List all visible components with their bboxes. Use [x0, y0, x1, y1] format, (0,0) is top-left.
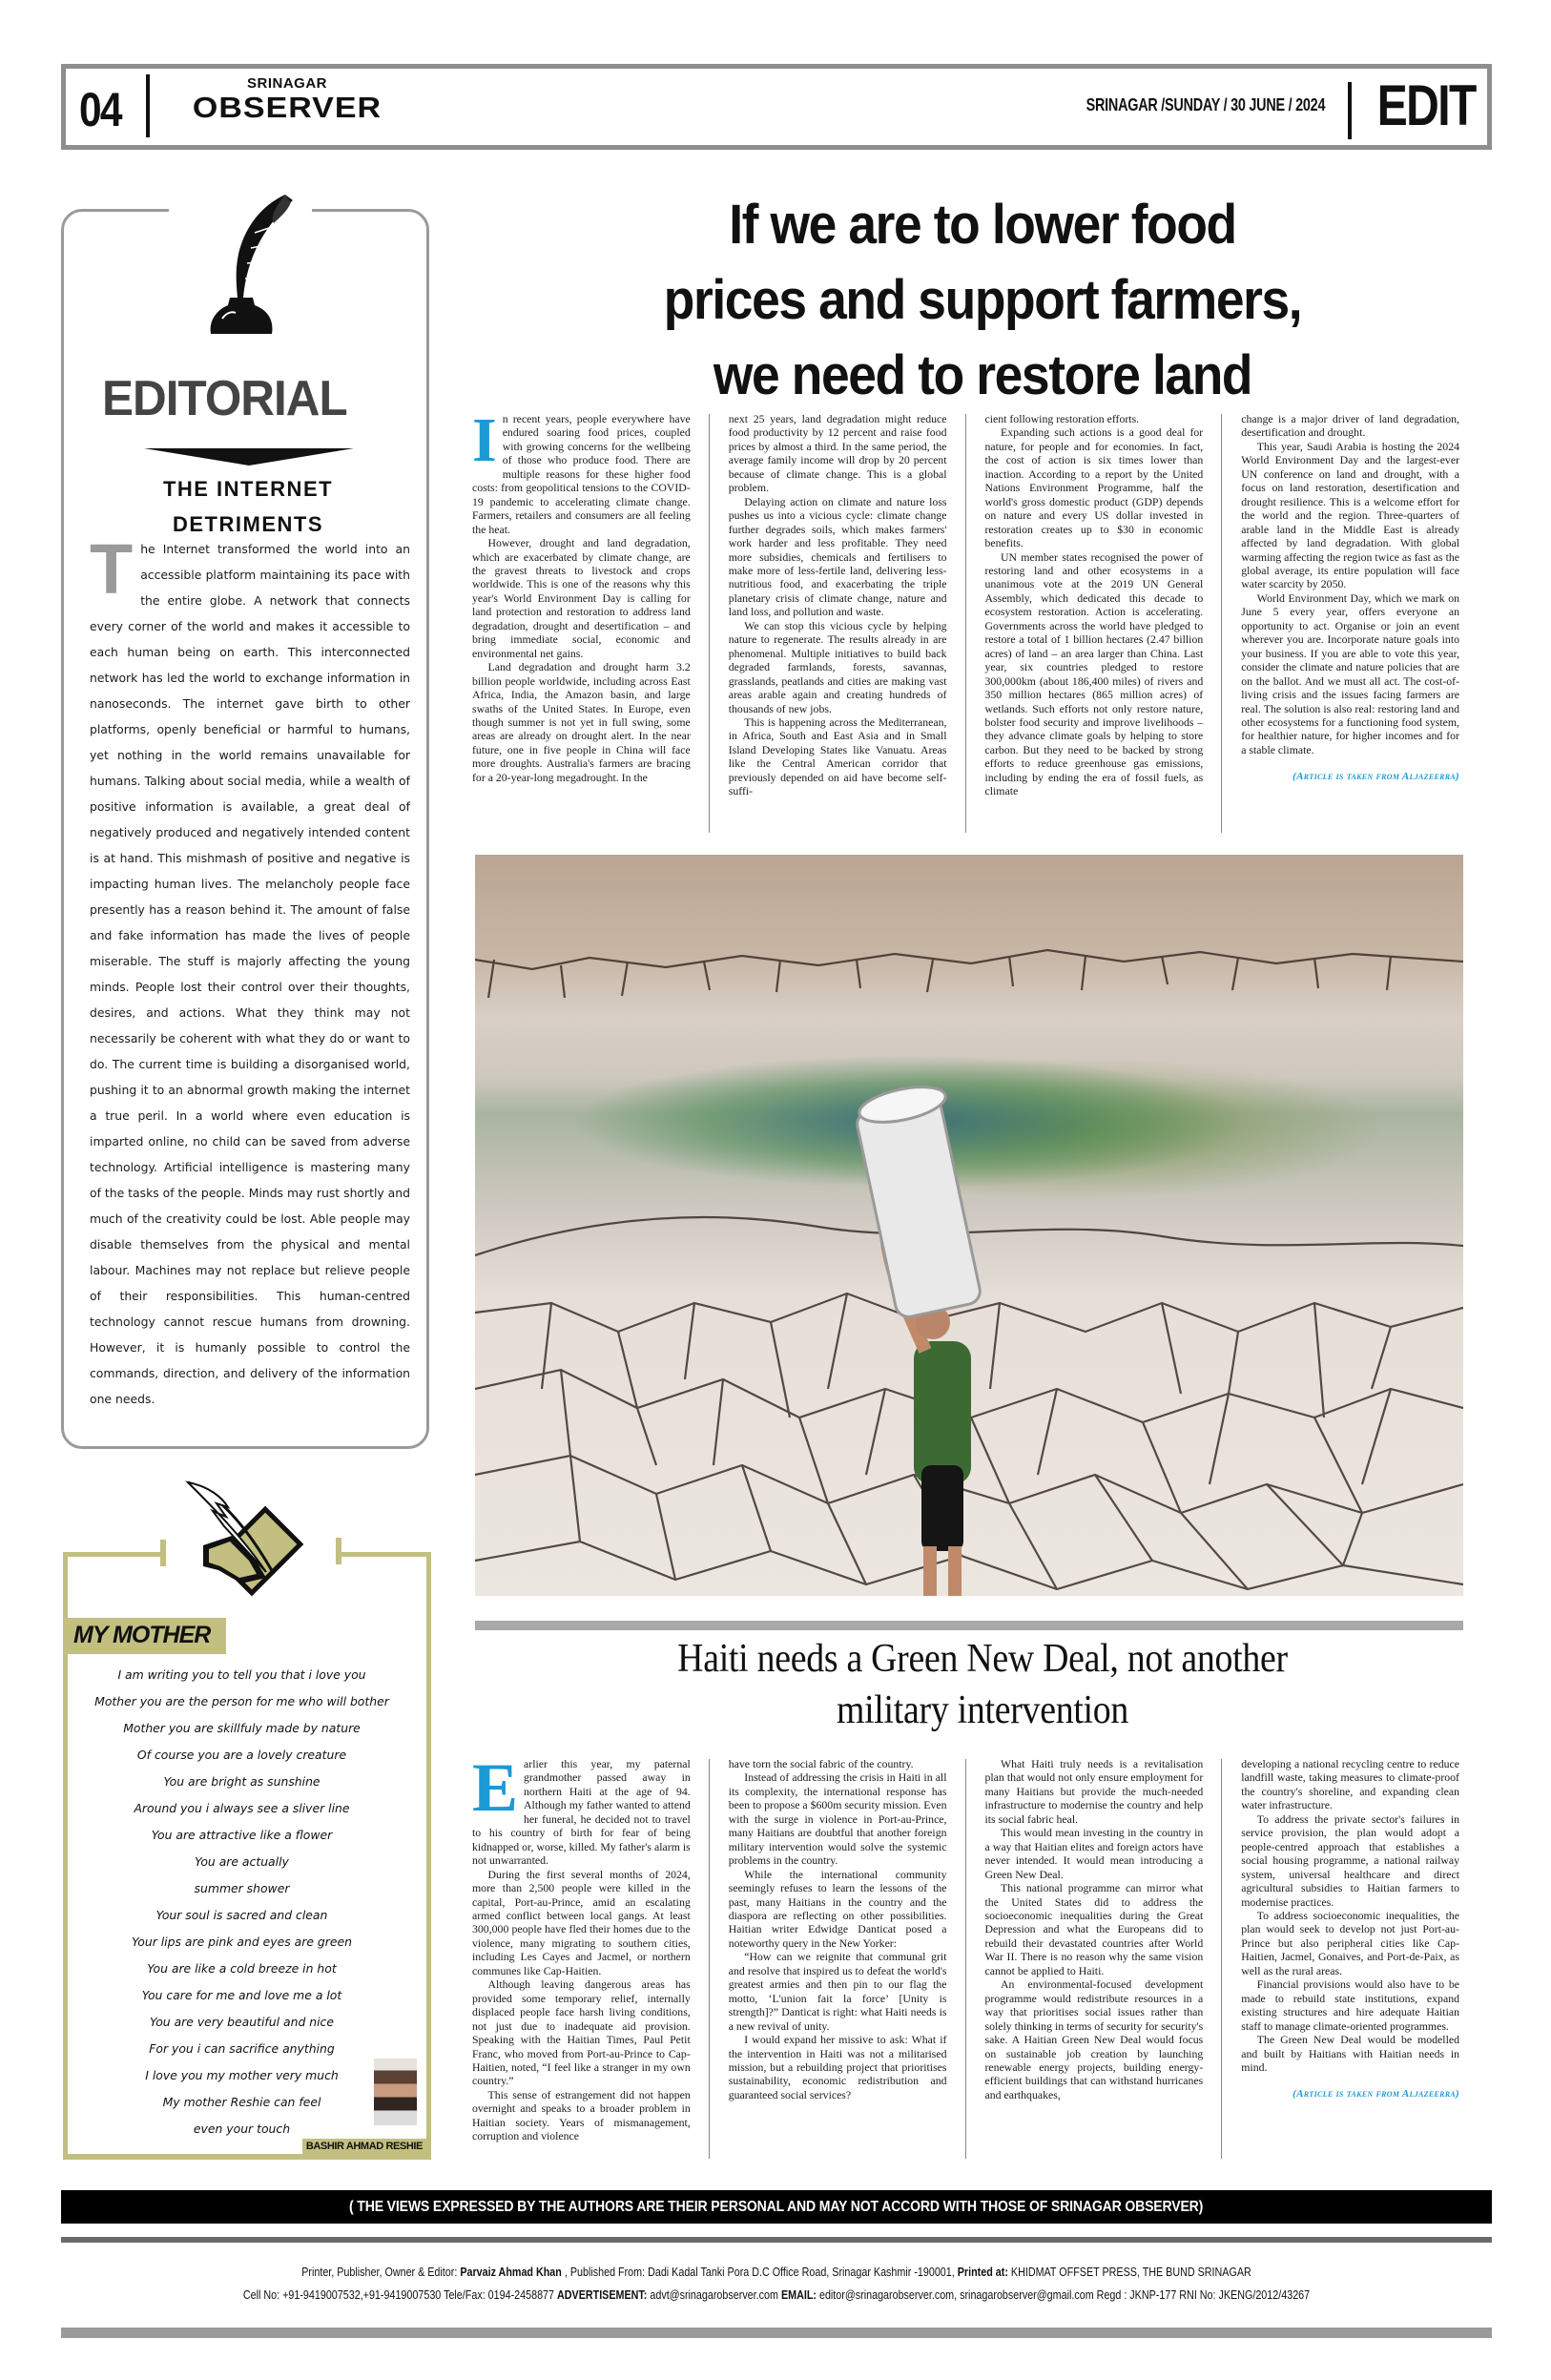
footer-rule-top [61, 2237, 1492, 2243]
editorial-text: he Internet transformed the world into an accessible platform maintaining its pace with the entire globe. A network that connects every corner of the world and makes it accessible to each human being on earth. This interconnected network has led the world to exchange information in nanoseconds. The internet gave birth to other platforms, openly beneficial or harmful to humans, yet nothing in the world remains unavailable for humans. Talking about social media, while a wealth of positive information is available, a great deal of negatively produced and negatively intended content is at hand. This mishmash of positive and negative is impacting human lives. The melancholy people face presently has a reason behind it. The amount of false and fake information has made the lives of people miserable. The stuff is majorly affecting the young minds. People lost their control over their thoughts, desires, and actions. What they think may not necessarily be coherent with what they do or want to do. The current time is building a disorganised world, pushing it to an abnormal growth making the internet a true peril. In a world where even education is imparted online, no child can be saved from adverse technology. Artificial intelligence is mastering many of the tasks of the people. Minds may rust shortly and much of the creativity could be lost. Able people may disable themselves from the physical and mental labour. Machines may not replace but relieve people of their responsibilities. This human-centred technology cannot rescue humans from drowning. However, it is humanly possible to control the commands, direction, and delivery of the information one needs. [90, 542, 410, 1406]
poem-lines [77, 1662, 406, 2142]
article-column: I n recent years, people everywhere have endured soaring food prices, coupled with growing concerns for the wellbeing of those who produce food. There are multiple reasons for these higher food costs: from geopolitical tensions to the COVID-19 pandemic to accelerating climate change. Farmers, retailers and consumers are all feeling the heat. However, drought and land degradation, which are exacerbated by climate change, are the gravest threats to livestock and crops worldwide. This is one of the reasons why this year's World Environment Day is calling for land protection and restoration to address land degradation, drought and desertification – and bring immediate social, economic and environmental net gains. Land degradation and drought harm 3.2 billion people worldwide, including across East Africa, India, the Amazon basin, and large swaths of the United States. In Europe, even though summer is not yet in full swing, some areas are already on drought alert. In the near future, one in five people in China will face more droughts. Australia's farmers are bracing for a 20-year-long megadrought. In the [472, 412, 691, 784]
poem-line: You are like a cold breeze in hot [147, 1961, 337, 1976]
masthead-divider [146, 74, 150, 137]
poem-line: You care for me and love me a lot [141, 1988, 342, 2002]
paper-name-small: SRINAGAR [246, 75, 327, 92]
poem-line: Of course you are a lovely creature [136, 1748, 347, 1762]
quill-inkwell-icon [197, 195, 302, 338]
poem-line: Mother you are the person for me who will bother [94, 1694, 389, 1708]
article-headline[interactable]: If we are to lower food prices and support farmers, we need to restore land [663, 194, 1302, 406]
cracked-earth-illustration [475, 855, 1463, 1596]
poem-line: You are bright as sunshine [163, 1774, 321, 1789]
article-column: What Haiti truly needs is a revitalisation plan that would not only ensure employment for many Haitians but provide the much-needed infrastructure to modernise the country and help its social fabric heal. This would mean investing in the country in a way that Haitian elites and foreign actors have never intended. It would mean introducing a Green New Deal. This national programme can mirror what the United States did to address the socioeconomic inequalities during the Great Depression and what the Europeans did to rebuild their devastated countries after World War II. There is no reason why the same vision cannot be applied to Haiti. An environmental-focused development programme would redistribute resources in a way that prioritises social issues rather than solely thinking in terms of security for security's sake. A Haitian Green New Deal would focus on sustainable job creation by launching renewable energy projects, building energy-efficient buildings that can withstand hurricanes and earthquakes, [985, 1757, 1204, 2163]
poem-line: I am writing you to tell you that i love you [117, 1667, 366, 1682]
article-columns [472, 1757, 1459, 2163]
editor-email-link[interactable]: editor@srinagarobserver.com, srinagarobserver@gmail.com Regd : JKNP-177 RNI No: JKENG/2012/43267 [818, 2288, 1311, 2302]
owner-name: Parvaiz Ahmad Khan [460, 2266, 562, 2279]
poem-line: even your touch [193, 2121, 291, 2136]
poem-line: Your lips are pink and eyes are green [132, 1935, 352, 1949]
editorial-box [61, 209, 429, 1449]
disclaimer-text: ( THE VIEWS EXPRESSED BY THE AUTHORS ARE THEIR PERSONAL AND MAY NOT ACCORD WITH THOSE OF SRINAGAR OBSERVER) [349, 2199, 1204, 2215]
page-number: 04 [79, 83, 121, 136]
poem-line: My mother Reshie can feel [162, 2095, 321, 2109]
masthead [61, 64, 1492, 150]
poem-line: Around you i always see a sliver line [134, 1801, 350, 1815]
poem-line: You are attractive like a flower [151, 1828, 333, 1842]
editorial-label: EDITORIAL [102, 371, 347, 426]
imprint-line-2: Cell No: +91-9419007532,+91-9419007530 Tele/Fax: 0194-2458877 ADVERTISEMENT: advt@srinagarobserver.com EMAIL: editor@srinagarobserver.com, srinagarobserver@gmail.com Regd : JKNP-177 RNI No: JKENG/2012/43267 [242, 2288, 1311, 2302]
source-credit[interactable]: (Article is taken from Aljazeerra) [1292, 771, 1459, 783]
down-arrow-banner-icon [144, 448, 354, 467]
article-column: E arlier this year, my paternal grandmother passed away in northern Haiti at the age of 94. Although my father wanted to attend her funeral, he decided not to travel to his country of birth for fear of being kidnapped or, worse, killed. My father's alarm is not unwarranted. During the first several months of 2024, more than 2,500 people were killed in the capital, Port-au-Prince, amid an escalating armed conflict between local gangs. At least 300,000 people have fled their homes due to the violence, many migrating to southern cities, including Les Cayes and Jacmel, or northern communes like Cap-Haitien. Although leaving dangerous areas has provided some temporary relief, internally displaced people face harsh living conditions, not just due to inadequate aid provision. Speaking with the Haitian Times, Paul Petit Franc, who moved from Port-au-Prince to Cap-Haitien, noted, “I feel like a stranger in my own country.” This sense of estrangement did not happen overnight and speaks to a broader problem in Haitian society. Years of mismanagement, corruption and violence [472, 1757, 691, 2143]
dateline: SRINAGAR /SUNDAY / 30 JUNE / 2024 [1086, 95, 1325, 114]
editorial-dropcap: T [90, 529, 134, 609]
disclaimer-bar [61, 2190, 1492, 2224]
footer-rule-bottom [61, 2328, 1492, 2338]
poem-line: I love you my mother very much [145, 2068, 339, 2082]
poem-line: summer shower [194, 1881, 290, 1895]
poem-line: Mother you are skillfuly made by nature [123, 1721, 361, 1735]
poem-box [63, 1552, 431, 2160]
article-column: cient following restoration efforts. Expanding such actions is a good deal for nature, for people and for economies. In fact, the cost of action is six times lower than inaction. According to a report by the United Nations Environment Programme, half the world's gross domestic product (GDP) depends on nature and every US dollar invested in restoration creates up to $30 in economic benefits. UN member states recognised the power of restoring land and other ecosystems in a unanimous vote at the 2019 UN General Assembly, which dedicated this decade to ecosystem restoration. Action is accelerating. Governments across the world have pledged to restore a total of 1 billion hectares (2.47 billion acres) of land – an area larger than China. Last year, six countries pledged to restore 300,000km (about 186,400 miles) of rivers and 350 million hectares (865 million acres) of wetlands. Such efforts not only restore nature, bolster food security and improve livelihoods – they advance climate goals by helping to store carbon. But they need to be backed by strong efforts to reduce greenhouse gas emissions, including by ending the era of fossil fuels, as climate [985, 412, 1204, 837]
poem-title: MY MOTHER [68, 1618, 226, 1654]
imprint-line-1: Printer, Publisher, Owner & Editor: Parvaiz Ahmad Khan , Published From: Dadi Kadal Tanki Pora D.C Office Road, Srinagar Kashmir -190001, Printed at: KHIDMAT OFFSET PRESS, THE BUND SRINAGAR [301, 2266, 1251, 2279]
section-divider-rule [475, 1621, 1463, 1630]
author-photo [374, 2059, 417, 2125]
person-figure [855, 1081, 982, 1596]
article-column: change is a major driver of land degradation, desertification and drought. This year, Saudi Arabia is hosting the 2024 World Environment Day and the largest-ever UN conference on land and drought, with a focus on land restoration, desertification and drought resilience. This is a welcome effort for the world and the region. Three-quarters of arable land in the Middle East is already affected by land degradation. With global warming affecting the region twice as fast as the global average, its entire population will face water scarcity by 2050. World Environment Day, which we mark on June 5 every year, offers everyone an opportunity to act. Organise or join an event wherever you are. Incorporate nature goals into your business. If you are able to vote this year, consider the climate and nature policies that are on the ballot. And we must all act. The cost-of-living crisis and the issues facing farmers are real. The solution is also real: restoring land and other ecosystems for a functioning food system, for healthier nature, for higher incomes and for a stable climate. (Article is taken from Aljazeerra) [1241, 412, 1459, 837]
paper-logo[interactable] [173, 76, 402, 124]
article-dropcap: E [472, 1757, 519, 1826]
poem-line: For you i can sacrifice anything [149, 2041, 335, 2056]
article-column: next 25 years, land degradation might reduce food productivity by 12 percent and raise food prices by almost a third. In the same period, the average family income will drop by 20 percent because of climate change. This is a global problem. Delaying action on climate and nature loss pushes us into a vicious cycle: climate change further degrades soils, which makes farmers' work harder and less profitable. They need more subsidies, chemicals and fertilisers to make more of less-fertile land, delivering less-nutritious food, and exacerbating the triple planetary crisis of climate change, nature and land loss, and pollution and waste. We can stop this vicious cycle by helping nature to regenerate. The results already in are phenomenal. Multiple initiatives to build back degraded farmlands, forests, savannas, grasslands, peatlands and cities are making vast areas arable again and creating hundreds of thousands of new jobs. This is happening across the Mediterranean, in Africa, South and East Asia and in Small Island Developing States like Vanuatu. Areas like the Central American corridor that previously depended on aid have become self-suffi- [729, 412, 947, 837]
drought-photo[interactable] [475, 855, 1463, 1596]
imprint [61, 2261, 1492, 2307]
article-dropcap: I [472, 412, 497, 475]
article-column: have torn the social fabric of the country. Instead of addressing the crisis in Haiti in all its complexity, the international response has been to propose a $600m security mission. Even with the surge in violence in Port-au-Prince, many Haitians are doubtful that another foreign military intervention would solve the systemic problems in the country. While the international community seemingly refuses to learn the lessons of the past, many Haitians in the country and the diaspora are reflecting on other possibilities. Haitian writer Edwidge Danticat posed a noteworthy query in the New Yorker: “How can we reignite that communal grit and resolve that inspired us to defeat the world's greatest armies and then pin to our flag the motto, ‘L'union fait la force’ [Unity is strength]?” Danticat is right: what Haiti needs is a new revival of unity. I would expand her missive to ask: What if the intervention in Haiti was not a militarised mission, but a rebuilding project that prioritises sustainability, economic redistribution and guaranteed social services? [729, 1757, 947, 2163]
paper-name-big: OBSERVER [192, 91, 383, 125]
article-columns [472, 412, 1459, 837]
section-divider [1348, 82, 1352, 139]
article-headline[interactable]: Haiti needs a Green New Deal, not another military intervention [677, 1637, 1288, 1732]
editorial-body [90, 529, 410, 1412]
source-credit[interactable]: (Article is taken from Aljazeerra) [1292, 2088, 1459, 2101]
ad-email-link[interactable]: advt@srinagarobserver.com [650, 2288, 781, 2302]
poem-line: You are very beautiful and nice [150, 2015, 334, 2029]
poem-line: Your soul is sacred and clean [155, 1908, 328, 1922]
author-name: BASHIR AHMAD RESHIE [302, 2139, 426, 2154]
poem-line: You are actually [195, 1854, 289, 1869]
editorial-headline: THE INTERNET DETRIMENTS [162, 477, 334, 536]
hand-quill-icon [175, 1479, 318, 1612]
section-label: EDIT [1377, 73, 1476, 137]
article-column: developing a national recycling centre to reduce landfill waste, taking measures to climate-proof the country's shoreline, and expanding clean water infrastructure. To address the private sector's failures in service provision, the plan would adopt a people-centred approach that establishes a social housing programme, a national railway system, universal healthcare and direct agricultural subsidies to Haitian farmers to modernise practices. To address socioeconomic inequalities, the plan would seek to develop not just Port-au-Prince but also peripheral cities like Cap-Haitien, Jacmel, Gonaives, and Port-de-Paix, as well as the rural areas. Financial provisions would also have to be made to rebuild state institutions, expand existing structures and hire adequate Haitian staff to manage climate-oriented programmes. The Green New Deal would be modelled and built by Haitians with Haitian needs in mind. (Article is taken from Aljazeerra) [1241, 1757, 1459, 2163]
